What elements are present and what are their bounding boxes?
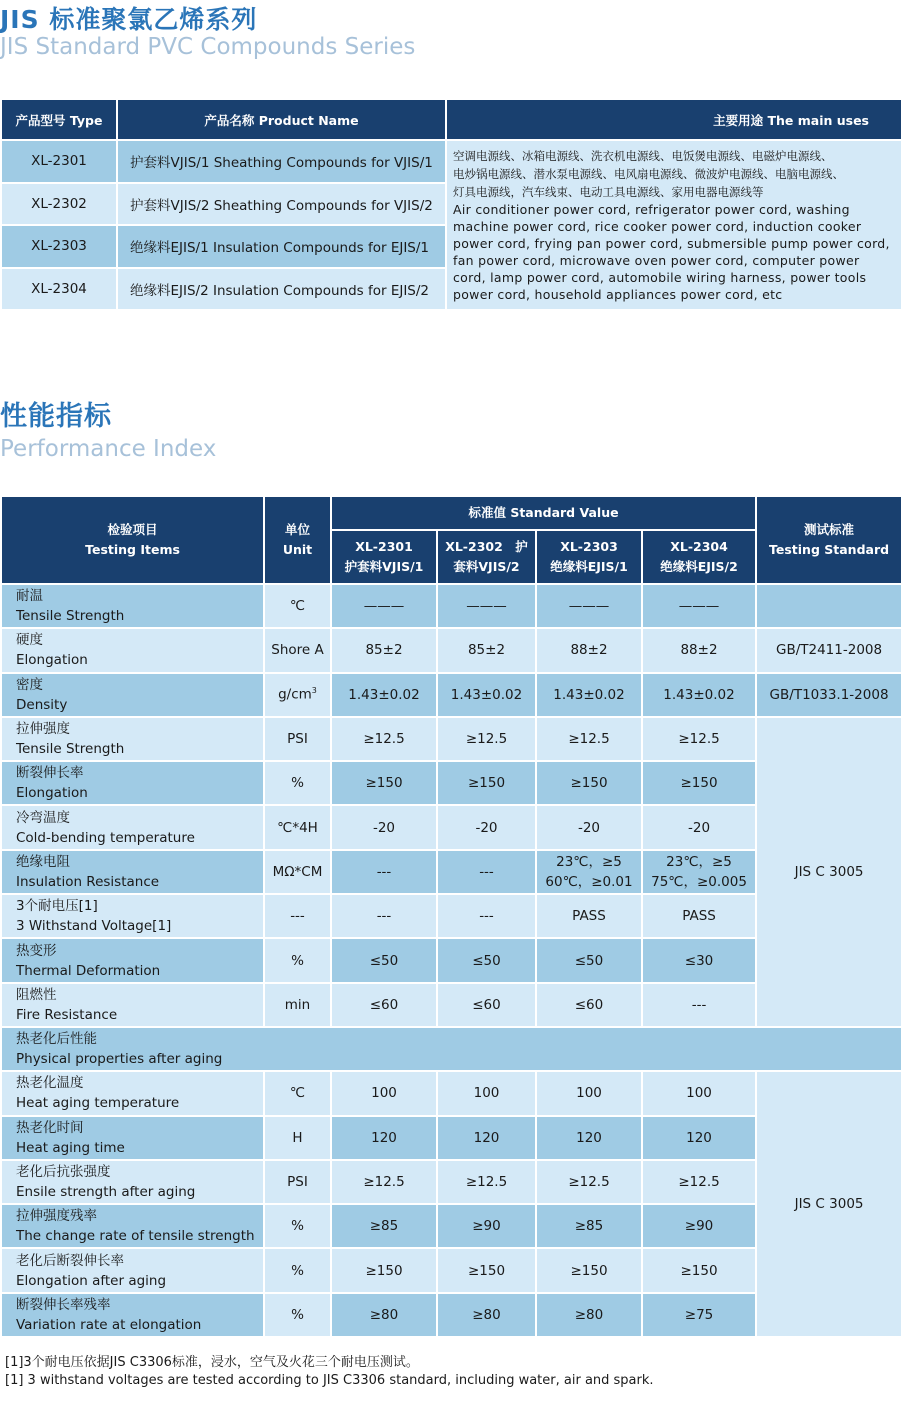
product-model: XL-2304	[1, 268, 117, 311]
value-line: 23℃，≥5	[666, 853, 732, 870]
standard-cell-group: JIS C 3005	[756, 717, 901, 1027]
item-en: Variation rate at elongation	[16, 1316, 202, 1333]
value-cell: 1.43±0.02	[331, 673, 437, 717]
product-model: XL-2301	[1, 140, 117, 183]
value-cell	[642, 850, 756, 894]
item-en: Elongation	[16, 652, 88, 669]
header-testing-standard	[756, 496, 901, 584]
header-col-line: 绝缘料EJIS/2	[660, 559, 738, 574]
value-cell: ≥80	[331, 1293, 437, 1337]
item-en: The change rate of tensile strength	[16, 1228, 255, 1245]
standard-cell: GB/T2411-2008	[756, 628, 901, 672]
value-line: 75℃，≥0.005	[651, 873, 747, 890]
header-col-line: XL-2302 护	[445, 539, 528, 554]
item-en: 3 Withstand Voltage[1]	[16, 918, 172, 935]
item-en: Physical properties after aging	[16, 1051, 223, 1068]
value-cell: ≥12.5	[536, 1160, 642, 1204]
value-cell: ≥75	[642, 1293, 756, 1337]
item-cn: 3个耐电压[1]	[16, 898, 98, 915]
value-cell: ≥85	[331, 1204, 437, 1248]
value-cell: ≤30	[642, 938, 756, 982]
header-testing-items-en: Testing Items	[85, 542, 180, 557]
unit-cell: H	[264, 1116, 331, 1160]
unit-cell: ℃*4H	[264, 805, 331, 849]
footnote-cn: [1]3个耐电压依据JIS C3306标准，浸水，空气及火花三个耐电压测试。	[5, 1355, 419, 1370]
value-cell: ≤50	[331, 938, 437, 982]
product-model: XL-2303	[1, 225, 117, 268]
header-col-xl2303	[536, 530, 642, 584]
value-cell: 120	[331, 1116, 437, 1160]
value-cell: ———	[331, 584, 437, 628]
item-cn: 断裂伸长率残率	[16, 1296, 111, 1313]
table-row	[1, 673, 901, 717]
item-en: Tensile Strength	[16, 741, 125, 758]
item-cell	[1, 850, 264, 894]
header-col-line: XL-2303	[560, 539, 618, 554]
value-cell: ≥12.5	[642, 1160, 756, 1204]
value-cell: ---	[437, 850, 536, 894]
item-cn: 阻燃性	[16, 986, 57, 1003]
item-cn: 热变形	[16, 942, 57, 959]
header-col-xl2301	[331, 530, 437, 584]
table-row	[1, 717, 901, 761]
product-model: XL-2302	[1, 183, 117, 226]
header-testing-standard-cn: 测试标准	[804, 522, 855, 537]
value-cell: ≤50	[536, 938, 642, 982]
value-cell: ———	[642, 584, 756, 628]
value-cell: 1.43±0.02	[536, 673, 642, 717]
item-en: Heat aging temperature	[16, 1095, 180, 1112]
value-cell: ≥12.5	[437, 717, 536, 761]
standard-cell: GB/T1033.1-2008	[756, 673, 901, 717]
unit-cell: ℃	[264, 584, 331, 628]
series-title-en: JIS Standard PVC Compounds Series	[0, 34, 416, 60]
value-cell: ≤60	[437, 983, 536, 1027]
item-cell	[1, 805, 264, 849]
value-cell: ≥90	[642, 1204, 756, 1248]
table-header-row	[1, 496, 901, 530]
value-cell: ---	[642, 983, 756, 1027]
value-line: 60℃，≥0.01	[545, 873, 633, 890]
value-cell: ≤50	[437, 938, 536, 982]
value-cell: 120	[437, 1116, 536, 1160]
unit-cell: min	[264, 983, 331, 1027]
section-band-row	[1, 1027, 901, 1071]
standard-cell	[756, 584, 901, 628]
uses-en-line: cord, lamp power cord, automobile wiring harness, power tools	[453, 270, 867, 285]
value-cell: 1.43±0.02	[437, 673, 536, 717]
item-cell	[1, 1248, 264, 1292]
uses-en-line: Air conditioner power cord, refrigerator power cord, washing	[453, 202, 850, 217]
product-name: 护套料VJIS/2 Sheathing Compounds for VJIS/2	[117, 183, 446, 226]
unit-cell: %	[264, 761, 331, 805]
header-col-line: XL-2304	[670, 539, 728, 554]
item-cell	[1, 1160, 264, 1204]
product-name: 护套料VJIS/1 Sheathing Compounds for VJIS/1	[117, 140, 446, 183]
item-cell	[1, 584, 264, 628]
header-testing-items	[1, 496, 264, 584]
unit-cell: %	[264, 1204, 331, 1248]
series-title-cn: JIS 标准聚氯乙烯系列	[0, 5, 258, 34]
unit-cell: %	[264, 938, 331, 982]
value-cell: ≤60	[331, 983, 437, 1027]
item-cell	[1, 1071, 264, 1115]
performance-table	[0, 495, 901, 1338]
value-cell: ≥150	[536, 761, 642, 805]
item-cn: 老化后断裂伸长率	[16, 1252, 124, 1269]
value-cell: 1.43±0.02	[642, 673, 756, 717]
header-standard-value: 标准值 Standard Value	[331, 496, 756, 530]
value-cell: -20	[642, 805, 756, 849]
uses-en-line: power cord, household appliances power cord, etc	[453, 287, 783, 302]
performance-title-cn: 性能指标	[0, 401, 112, 432]
value-cell: -20	[437, 805, 536, 849]
item-en: Fire Resistance	[16, 1006, 118, 1023]
value-line: 23℃，≥5	[556, 853, 622, 870]
item-cell	[1, 673, 264, 717]
unit-cell	[264, 673, 331, 717]
item-cell	[1, 1204, 264, 1248]
item-cell	[1, 983, 264, 1027]
item-cn: 拉伸强度	[16, 721, 70, 738]
unit-cell: MΩ*CM	[264, 850, 331, 894]
item-cell	[1, 628, 264, 672]
item-en: Cold-bending temperature	[16, 829, 195, 846]
performance-title-en: Performance Index	[0, 436, 217, 462]
product-name: 绝缘料EJIS/1 Insulation Compounds for EJIS/1	[117, 225, 446, 268]
item-cn: 热老化时间	[16, 1119, 84, 1136]
unit-cell: PSI	[264, 1160, 331, 1204]
value-cell: ≥150	[331, 761, 437, 805]
value-cell: 85±2	[437, 628, 536, 672]
value-cell: PASS	[642, 894, 756, 938]
item-cn: 耐温	[16, 588, 43, 605]
value-cell: ---	[331, 894, 437, 938]
value-cell: ———	[536, 584, 642, 628]
value-cell: ≥90	[437, 1204, 536, 1248]
uses-en-line: power cord, frying pan power cord, submersible pump power cord,	[453, 236, 890, 251]
item-en: Ensile strength after aging	[16, 1184, 196, 1200]
item-en: Tensile Strength	[16, 608, 125, 625]
header-testing-standard-en: Testing Standard	[769, 542, 890, 557]
value-cell: 120	[642, 1116, 756, 1160]
value-cell: ≥12.5	[642, 717, 756, 761]
unit-cell: Shore A	[264, 628, 331, 672]
product-series-table	[0, 98, 901, 311]
value-cell: -20	[331, 805, 437, 849]
item-cn: 冷弯温度	[16, 809, 70, 826]
header-product-name: 产品名称 Product Name	[117, 99, 446, 140]
unit-cell: %	[264, 1248, 331, 1292]
value-cell: ≥80	[437, 1293, 536, 1337]
item-cn: 热老化后性能	[16, 1031, 97, 1048]
item-en: Density	[16, 696, 68, 713]
item-cell	[1, 938, 264, 982]
table-row	[1, 584, 901, 628]
value-cell: ———	[437, 584, 536, 628]
item-en: Insulation Resistance	[16, 873, 160, 890]
unit-cell: PSI	[264, 717, 331, 761]
header-main-uses: 主要用途 The main uses	[446, 99, 901, 140]
value-cell: 100	[331, 1071, 437, 1115]
footnote-en: [1] 3 withstand voltages are tested according to JIS C3306 standard, including water, air and spark.	[5, 1373, 654, 1388]
main-uses-cn	[453, 147, 895, 201]
item-cell	[1, 717, 264, 761]
uses-cn-line: 空调电源线、冰箱电源线、洗衣机电源线、电饭煲电源线、电磁炉电源线、	[453, 149, 833, 163]
uses-en-line: fan power cord, microwave oven power cord, computer power	[453, 253, 860, 268]
value-cell: ≥12.5	[437, 1160, 536, 1204]
item-cell	[1, 761, 264, 805]
value-cell: ≥12.5	[536, 717, 642, 761]
item-cn: 拉伸强度残率	[16, 1208, 97, 1225]
unit-cell: ---	[264, 894, 331, 938]
value-cell: ≥12.5	[331, 1160, 437, 1204]
value-cell: ≥150	[536, 1248, 642, 1292]
value-cell: ≥85	[536, 1204, 642, 1248]
item-cn: 硬度	[16, 632, 43, 649]
header-unit	[264, 496, 331, 584]
value-cell: PASS	[536, 894, 642, 938]
value-cell: -20	[536, 805, 642, 849]
value-cell: ≥150	[437, 761, 536, 805]
main-uses-cell	[446, 140, 901, 310]
value-cell	[536, 850, 642, 894]
value-cell: ---	[331, 850, 437, 894]
value-cell: ≥150	[437, 1248, 536, 1292]
table-row	[1, 1071, 901, 1115]
unit-superscript: 3	[311, 686, 317, 696]
header-col-line: 绝缘料EJIS/1	[550, 559, 628, 574]
value-cell: 88±2	[642, 628, 756, 672]
item-cn: 老化后抗张强度	[16, 1164, 111, 1180]
header-unit-en: Unit	[282, 542, 313, 557]
item-en: Elongation after aging	[16, 1272, 167, 1289]
uses-cn-line: 灯具电源线，汽车线束、电动工具电源线、家用电器电源线等	[453, 185, 764, 199]
value-cell: ≥150	[642, 761, 756, 805]
unit-cell: ℃	[264, 1071, 331, 1115]
item-cn: 密度	[16, 676, 43, 693]
value-cell: ≤60	[536, 983, 642, 1027]
table-row	[1, 140, 901, 183]
value-cell: ≥80	[536, 1293, 642, 1337]
main-uses-en	[453, 201, 895, 303]
value-cell: 85±2	[331, 628, 437, 672]
item-cn: 热老化温度	[16, 1075, 84, 1092]
table-row	[1, 628, 901, 672]
value-cell: 100	[536, 1071, 642, 1115]
item-en: Elongation	[16, 785, 88, 802]
uses-en-line: machine power cord, rice cooker power cord, induction cooker	[453, 219, 862, 234]
item-en: Thermal Deformation	[16, 962, 161, 979]
item-cn: 绝缘电阻	[16, 853, 70, 870]
table-header-row	[1, 99, 901, 140]
value-cell: ≥150	[331, 1248, 437, 1292]
value-cell: ---	[437, 894, 536, 938]
header-col-line: 护套料VJIS/1	[344, 559, 424, 574]
product-name: 绝缘料EJIS/2 Insulation Compounds for EJIS/2	[117, 268, 446, 311]
value-cell: 120	[536, 1116, 642, 1160]
header-unit-cn: 单位	[284, 522, 310, 537]
uses-cn-line: 电炒锅电源线、潜水泵电源线、电风扇电源线、微波炉电源线、电脑电源线、	[453, 167, 844, 181]
item-cell	[1, 1116, 264, 1160]
footnote	[5, 1354, 654, 1390]
value-cell: 100	[642, 1071, 756, 1115]
aging-section-band	[1, 1027, 901, 1071]
header-col-xl2304	[642, 530, 756, 584]
header-col-xl2302	[437, 530, 536, 584]
unit-cell: %	[264, 1293, 331, 1337]
standard-cell-group: JIS C 3005	[756, 1071, 901, 1337]
header-col-line: 套料VJIS/2	[453, 559, 520, 574]
item-cell	[1, 894, 264, 938]
item-cn: 断裂伸长率	[16, 765, 84, 782]
value-cell: ≥12.5	[331, 717, 437, 761]
header-testing-items-cn: 检验项目	[107, 522, 158, 537]
header-col-line: XL-2301	[355, 539, 413, 554]
value-cell: ≥150	[642, 1248, 756, 1292]
value-cell: 100	[437, 1071, 536, 1115]
header-type: 产品型号 Type	[1, 99, 117, 140]
item-cell	[1, 1293, 264, 1337]
unit-text: g/cm	[278, 686, 312, 703]
item-en: Heat aging time	[16, 1139, 125, 1156]
value-cell: 88±2	[536, 628, 642, 672]
